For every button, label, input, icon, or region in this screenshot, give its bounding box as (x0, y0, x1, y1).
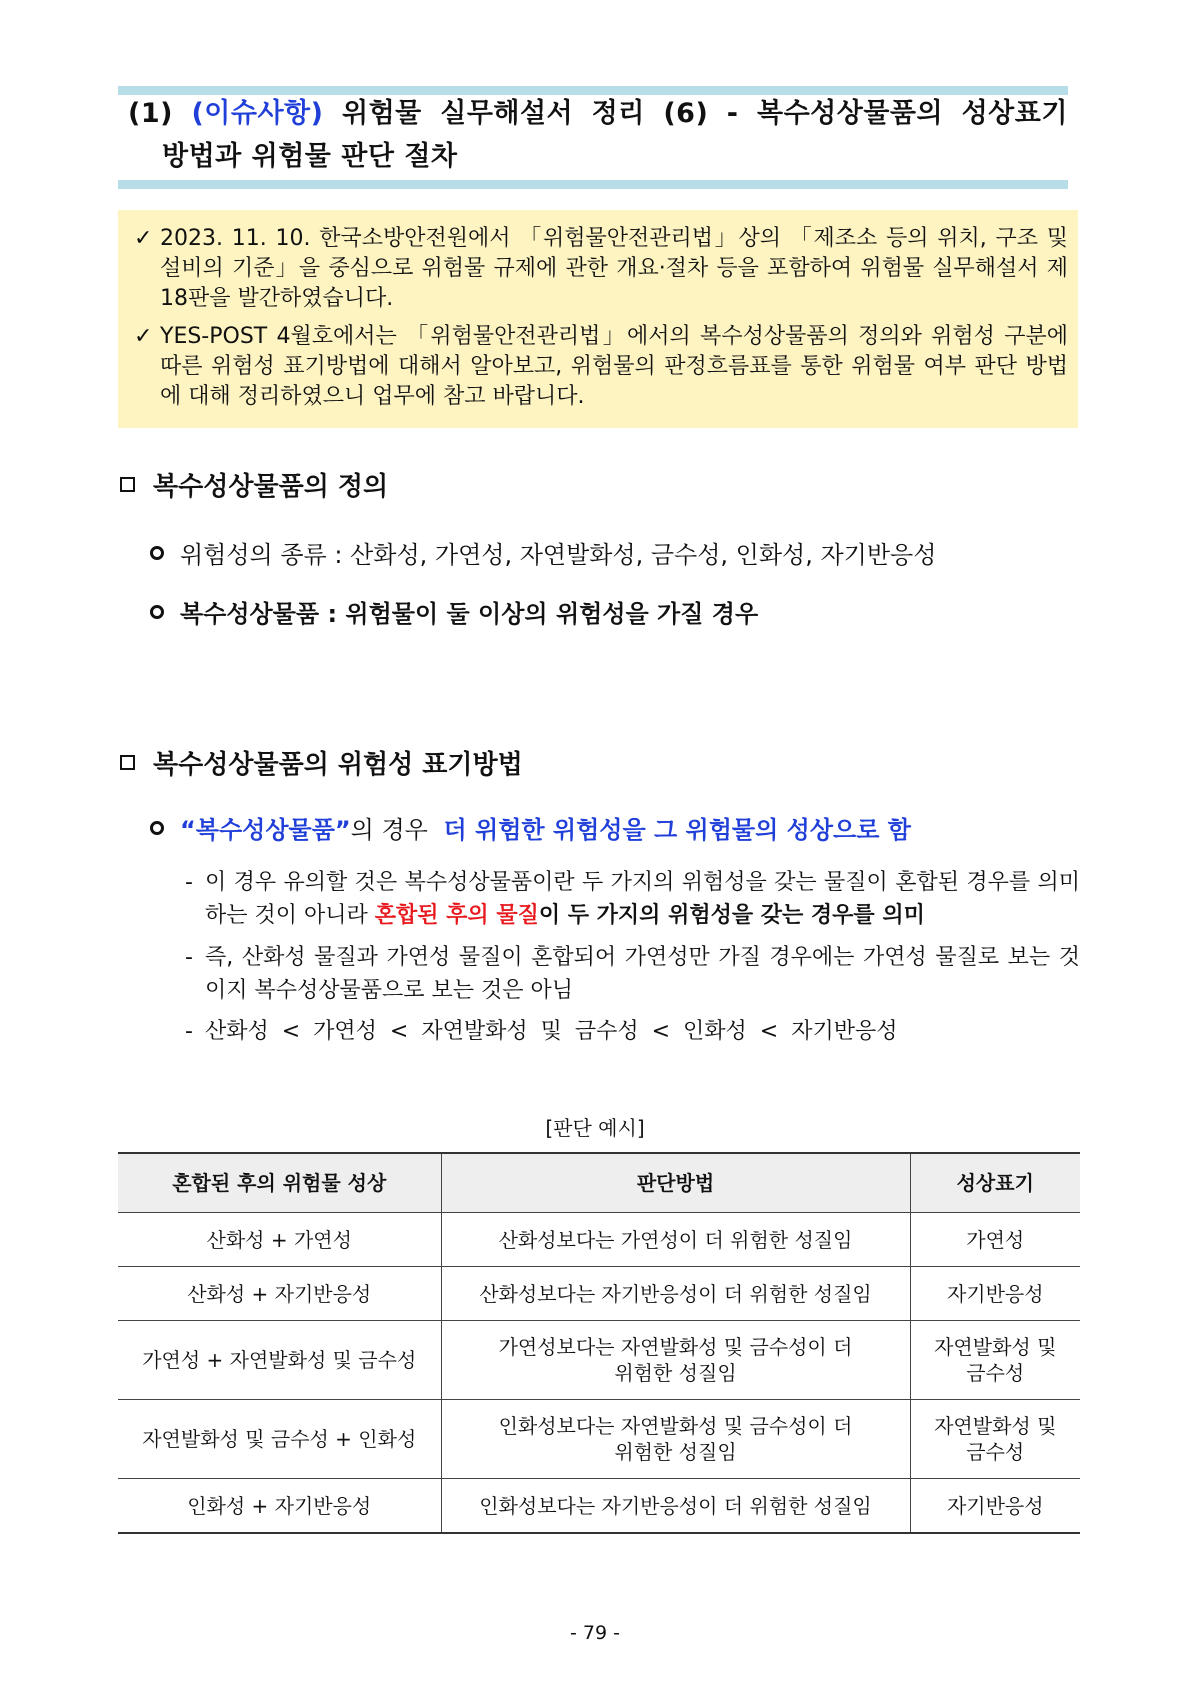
section-heading-marking (120, 744, 523, 781)
dash-text: 즉, 산화성 물질과 가연성 물질이 혼합되어 가연성만 가질 경우에는 가연성 물질로 보는 것이지 복수성상물품으로 보는 것은 아님 (205, 945, 1080, 1003)
summary-text: 2023. 11. 10. 한국소방안전원에서 「위험물안전관리법」상의 「제조소 등의 위치, 구조 및 설비의 기준」을 중심으로 위험물 규제에 관한 개요·절차 등을 포함하여 위험물 실무해설서 제18판을 발간하였습니다. (160, 226, 1068, 311)
bullet-hazard-types (150, 535, 936, 570)
table-row (118, 1213, 1080, 1267)
bold-emphasis: 이 두 가지의 위험성을 갖는 경우를 의미 (538, 903, 925, 928)
title-word: 위험물 (341, 98, 422, 129)
square-bullet-icon (120, 755, 135, 770)
table-cell: 자기반응성 (910, 1267, 1080, 1321)
emphasis-text: 더 위험한 위험성을 그 위험물의 성상으로 함 (443, 816, 911, 844)
dash-marker: - (185, 945, 193, 970)
table-cell: 산화성 + 가연성 (118, 1213, 441, 1267)
dash-marker: - (185, 870, 193, 895)
title-line-1 (128, 92, 1068, 135)
quoted-term: “복수성상물품” (180, 816, 351, 844)
square-bullet-icon (120, 477, 135, 492)
section-heading-text: 복수성상물품의 위험성 표기방법 (153, 750, 523, 780)
table-cell: 자연발화성 및 금수성 (910, 1321, 1080, 1400)
table-cell: 인화성보다는 자연발화성 및 금수성이 더 위험한 성질임 (441, 1400, 910, 1479)
bullet-text: 위험성의 종류 : 산화성, 가연성, 자연발화성, 금수성, 인화성, 자기반응성 (180, 541, 937, 569)
page-title (128, 92, 1068, 178)
red-emphasis: 혼합된 후의 물질 (374, 903, 539, 928)
table-cell: 자연발화성 및 금수성 + 인화성 (118, 1400, 441, 1479)
column-header: 성상표기 (910, 1153, 1080, 1213)
title-line-2: 방법과 위험물 판단 절차 (162, 141, 458, 173)
table-cell: 가연성 (910, 1213, 1080, 1267)
column-header: 판단방법 (441, 1153, 910, 1213)
circle-bullet-icon (150, 546, 164, 560)
table-cell: 산화성보다는 자기반응성이 더 위험한 성질임 (441, 1267, 910, 1321)
circle-bullet-icon (150, 605, 164, 619)
title-tag: (이슈사항) (191, 98, 324, 129)
title-word: 정리 (591, 98, 645, 129)
dash-marker: - (185, 1019, 193, 1044)
dash-item-note (185, 866, 1080, 932)
title-bottom-bar (118, 180, 1068, 189)
table-row (118, 1400, 1080, 1479)
table-row (118, 1267, 1080, 1321)
table-row (118, 1321, 1080, 1400)
bullet-marking-rule (150, 810, 911, 845)
title-word: - (726, 98, 739, 129)
circle-bullet-icon (150, 821, 164, 835)
title-word: 실무해설서 (440, 98, 574, 129)
table-cell: 산화성보다는 가연성이 더 위험한 성질임 (441, 1213, 910, 1267)
summary-box (118, 210, 1078, 428)
table-row (118, 1479, 1080, 1534)
table-cell: 산화성 + 자기반응성 (118, 1267, 441, 1321)
table-cell: 자기반응성 (910, 1479, 1080, 1534)
dash-text: 산화성 < 가연성 < 자연발화성 및 금수성 < 인화성 < 자기반응성 (205, 1019, 898, 1044)
section-heading-text: 복수성상물품의 정의 (153, 472, 389, 502)
title-word: 성상표기 (961, 98, 1068, 129)
title-word: 복수성상물품의 (757, 98, 944, 129)
table-cell: 인화성 + 자기반응성 (118, 1479, 441, 1534)
table-caption: [판단 예시] (545, 1116, 645, 1140)
check-icon: ✓ (134, 324, 153, 349)
page-number: - 79 - (570, 1622, 620, 1644)
bullet-mid-text: 의 경우 (350, 816, 436, 844)
check-icon: ✓ (134, 226, 153, 251)
table-cell: 가연성보다는 자연발화성 및 금수성이 더 위험한 성질임 (441, 1321, 910, 1400)
summary-text: YES-POST 4월호에서는 「위험물안전관리법」에서의 복수성상물품의 정의와 위험성 구분에 따른 위험성 표기방법에 대해서 알아보고, 위험물의 판정흐름표를 통한 위험물 여부 판단 방법에 대해 정리하였으니 업무에 참고 바랍니다. (160, 324, 1068, 409)
column-header: 혼합된 후의 위험물 성상 (118, 1153, 441, 1213)
table-cell: 자연발화성 및 금수성 (910, 1400, 1080, 1479)
table-cell: 인화성보다는 자기반응성이 더 위험한 성질임 (441, 1479, 910, 1534)
dash-item-order (185, 1015, 1080, 1048)
table-header-row (118, 1153, 1080, 1213)
summary-item (134, 224, 1068, 314)
bullet-definition (150, 594, 758, 629)
title-word: (6) (663, 98, 709, 129)
title-number: (1) (128, 98, 173, 129)
summary-item (134, 322, 1068, 412)
dash-text (205, 866, 1080, 932)
table-cell: 가연성 + 자연발화성 및 금수성 (118, 1321, 441, 1400)
section-heading-definition (120, 466, 388, 503)
dash-text-part: 이 경우 유의할 것은 복수성상물품이란 두 가지의 위험성을 갖는 물질이 혼합된 경우를 의미하는 것이 아니라 (205, 870, 1080, 928)
judgement-table (118, 1152, 1080, 1534)
dash-item-example (185, 941, 1080, 1007)
bullet-text: 복수성상물품 : 위험물이 둘 이상의 위험성을 가질 경우 (180, 600, 759, 628)
